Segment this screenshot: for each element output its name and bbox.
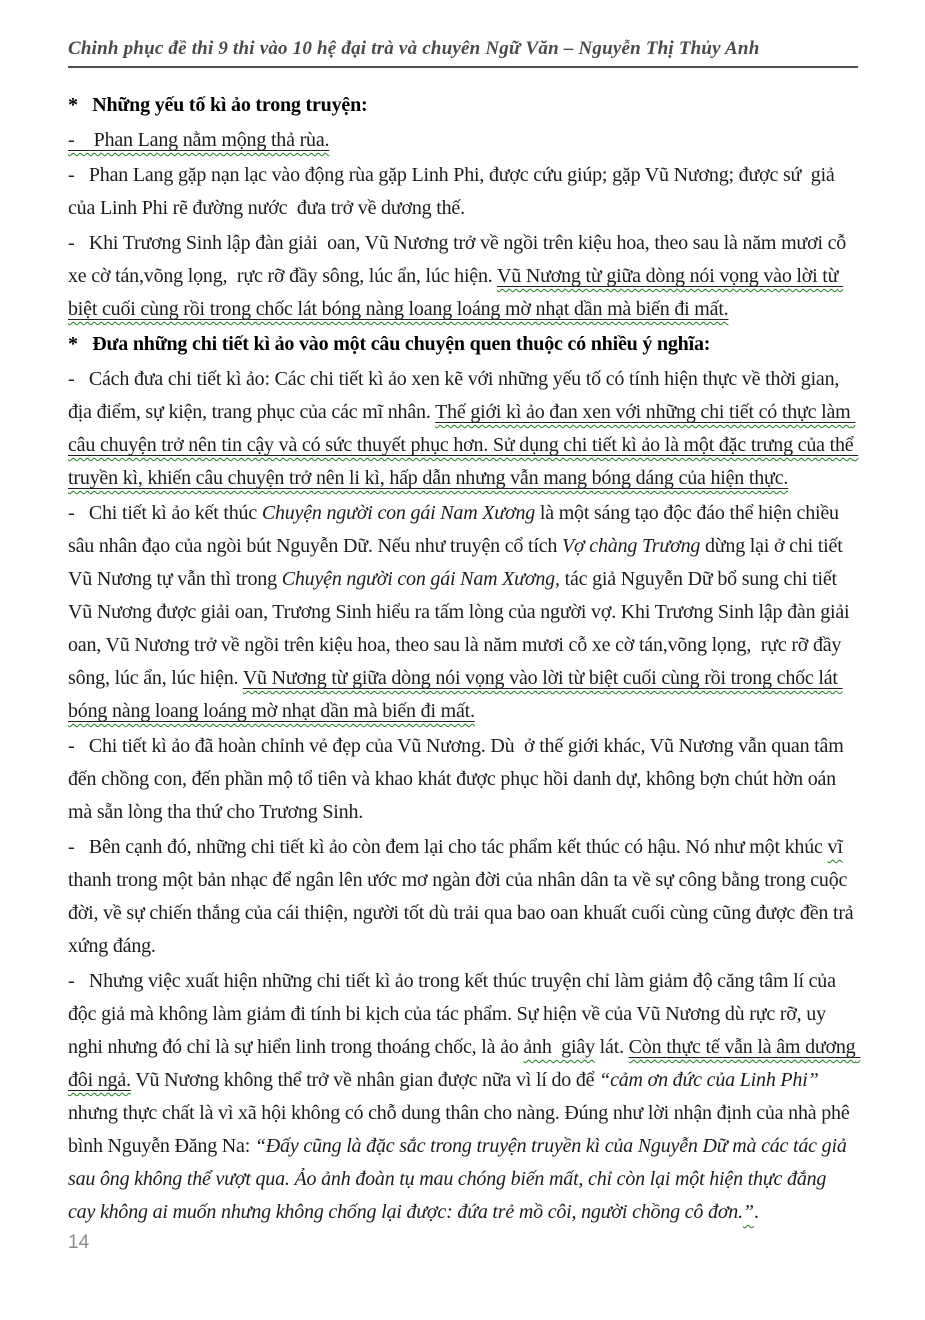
text-run: - Cách đưa chi tiết kì ảo: Các chi tiết kì ảo xen kẽ với những yếu tố có tính hiện thực về thời gian, địa điểm, sự kiện, trang phục của các mĩ nhân. (68, 368, 845, 423)
spellcheck-squiggle-text: Còn thực tế vẫn là âm dương đôi ngả. (68, 1036, 861, 1091)
heading-paragraph (68, 328, 858, 361)
text-run: - Nhưng việc xuất hiện những chi tiết kì ảo trong kết thúc truyện chỉ làm giảm độ căng tâm lí của độc giả mà không làm giảm đi tính bi kịch của tác phẩm. Sự hiện về của Vũ Nương dù rực rỡ, uy nghi nhưng đó chỉ là sự hiển linh trong thoáng chốc, là ảo (68, 970, 841, 1058)
text-run (828, 836, 843, 858)
body-paragraph (68, 730, 858, 829)
text-run: Vũ Nương không thể trở về nhân gian được nữa vì lí do để (130, 1069, 600, 1091)
text-run: - Phan Lang gặp nạn lạc vào động rùa gặp Linh Phi, được cứu giúp; gặp Vũ Nương; được sứ giả của Linh Phi rẽ đường nước đưa trở về dương thế. (68, 164, 840, 219)
document-body (68, 89, 861, 1229)
text-run: * (68, 94, 93, 116)
heading-paragraph (68, 89, 858, 122)
body-paragraph (68, 497, 858, 728)
text-run: Chuyện người con gái Nam Xương, (281, 568, 560, 590)
text-run: - Bên cạnh đó, những chi tiết kì ảo còn đem lại cho tác phẩm kết thúc có hậu. Nó như một khúc (68, 836, 828, 858)
spellcheck-squiggle-text: vĩ (827, 836, 843, 858)
page-header-title: Chinh phục đề thi 9 thi vào 10 hệ đại trà và chuyên Ngữ Văn – Nguyễn Thị Thủy Anh (68, 38, 858, 68)
text-run: tác giả Nguyễn Dữ bổ sung chi tiết Vũ Nương được giải oan, Trương Sinh hiểu ra tấm lòng của người vợ. Khi Trương Sinh lập đàn giải oan, Vũ Nương trở về ngồi trên kiệu hoa, theo sau là năm mươi cỗ xe cờ tán,võng lọng, rực rỡ đầy sông, lúc ẩn, lúc hiện. (68, 568, 860, 689)
page-content (68, 38, 861, 1231)
spellcheck-squiggle-text: - Phan Lang nằm mộng thả rùa. (68, 129, 330, 151)
spellcheck-squiggle-text: Thế giới kì ảo đan xen với những chi tiết có thực làm câu chuyện trở nên tin cậy và có sức thuyết phục hơn. Sử dụng chi tiết kì ảo là một đặc trưng của thể truyền kì, khiến câu chuyện trở nên li kì, hấp dẫn nhưng vẫn mang bóng dáng của hiện thực. (68, 401, 859, 489)
underlined-text (68, 129, 329, 151)
text-run: - Khi Trương Sinh lập đàn giải oan, Vũ Nương trở về ngồi trên kiệu hoa, theo sau là năm mươi cỗ xe cờ tán,võng lọng, rực rỡ đầy sông, lúc ẩn, lúc hiện. (68, 232, 851, 287)
text-run: “Đấy cũng là đặc sắc trong truyện truyền kì của Nguyễn Dữ mà các tác giả sau ông không thể vượt qua. Ảo ảnh đoàn tụ mau chóng biến mất, chỉ còn lại một hiện thực đắng cay không ai muốn nhưng không chống lại được: đứa trẻ mồ côi, người chồng cô đơn. (68, 1135, 852, 1223)
text-run: Những yếu tố kì ảo trong truyện: (92, 94, 368, 116)
text-run: * (68, 333, 93, 355)
text-run (743, 1201, 754, 1223)
spellcheck-squiggle-text: ảnh giây (523, 1036, 595, 1058)
text-run: . (753, 1201, 759, 1223)
body-paragraph (68, 159, 858, 225)
spellcheck-squiggle-text: Vũ Nương từ giữa dòng nói vọng vào lời từ biệt cuối cùng rồi trong chốc lát bóng nàng loang loáng mờ nhạt dần mà biến đi mất. (68, 265, 844, 320)
text-run: Vợ chàng Trương (562, 535, 701, 557)
text-run: dừng lại ở chi tiết Vũ Nương tự vẫn thì trong (68, 535, 848, 590)
text-run: thanh trong một bản nhạc để ngân lên ước mơ ngàn đời của nhân dân ta về sự công bằng trong cuộc đời, về sự chiến thắng của cái thiện, người tốt dù trải qua bao oan khuất cuối cùng cũng được đền trả xứng đáng. (68, 836, 859, 957)
text-run (523, 1036, 595, 1058)
text-run: lát. (594, 1036, 629, 1058)
text-run: là một sáng tạo độc đáo thể hiện chiều sâu nhân đạo của ngòi bút Nguyễn Dữ. Nếu như truyện cổ tích (68, 502, 844, 557)
text-run: - Chi tiết kì ảo đã hoàn chỉnh vẻ đẹp của Vũ Nương. Dù ở thế giới khác, Vũ Nương vẫn quan tâm đến chồng con, đến phần mộ tổ tiên và khao khát được phục hồi danh dự, không bợn chút hờn oán mà sẵn lòng tha thứ cho Trương Sinh. (68, 735, 849, 823)
page-number: 14 (68, 1232, 90, 1253)
text-run: nhưng thực chất là vì xã hội không có chỗ dung thân cho nàng. Đúng như lời nhận định của nhà phê bình Nguyễn Đăng Na: (68, 1069, 855, 1157)
text-run: Chuyện người con gái Nam Xương (261, 502, 536, 524)
text-run: - Chi tiết kì ảo kết thúc (68, 502, 262, 524)
text-run (68, 129, 329, 151)
text-run: “cảm ơn đức của Linh Phi” (599, 1069, 819, 1091)
body-paragraph (68, 363, 858, 495)
spellcheck-squiggle-text: ” (742, 1201, 754, 1223)
body-paragraph (68, 227, 858, 326)
text-run: Đưa những chi tiết kì ảo vào một câu chuyện quen thuộc có nhiều ý nghĩa: (92, 333, 711, 355)
body-paragraph (68, 965, 861, 1229)
body-paragraph (68, 831, 858, 963)
body-paragraph (68, 124, 858, 157)
spellcheck-squiggle-text: Vũ Nương từ giữa dòng nói vọng vào lời từ biệt cuối cùng rồi trong chốc lát bóng nàng loang loáng mờ nhạt dần mà biến đi mất. (68, 667, 843, 722)
